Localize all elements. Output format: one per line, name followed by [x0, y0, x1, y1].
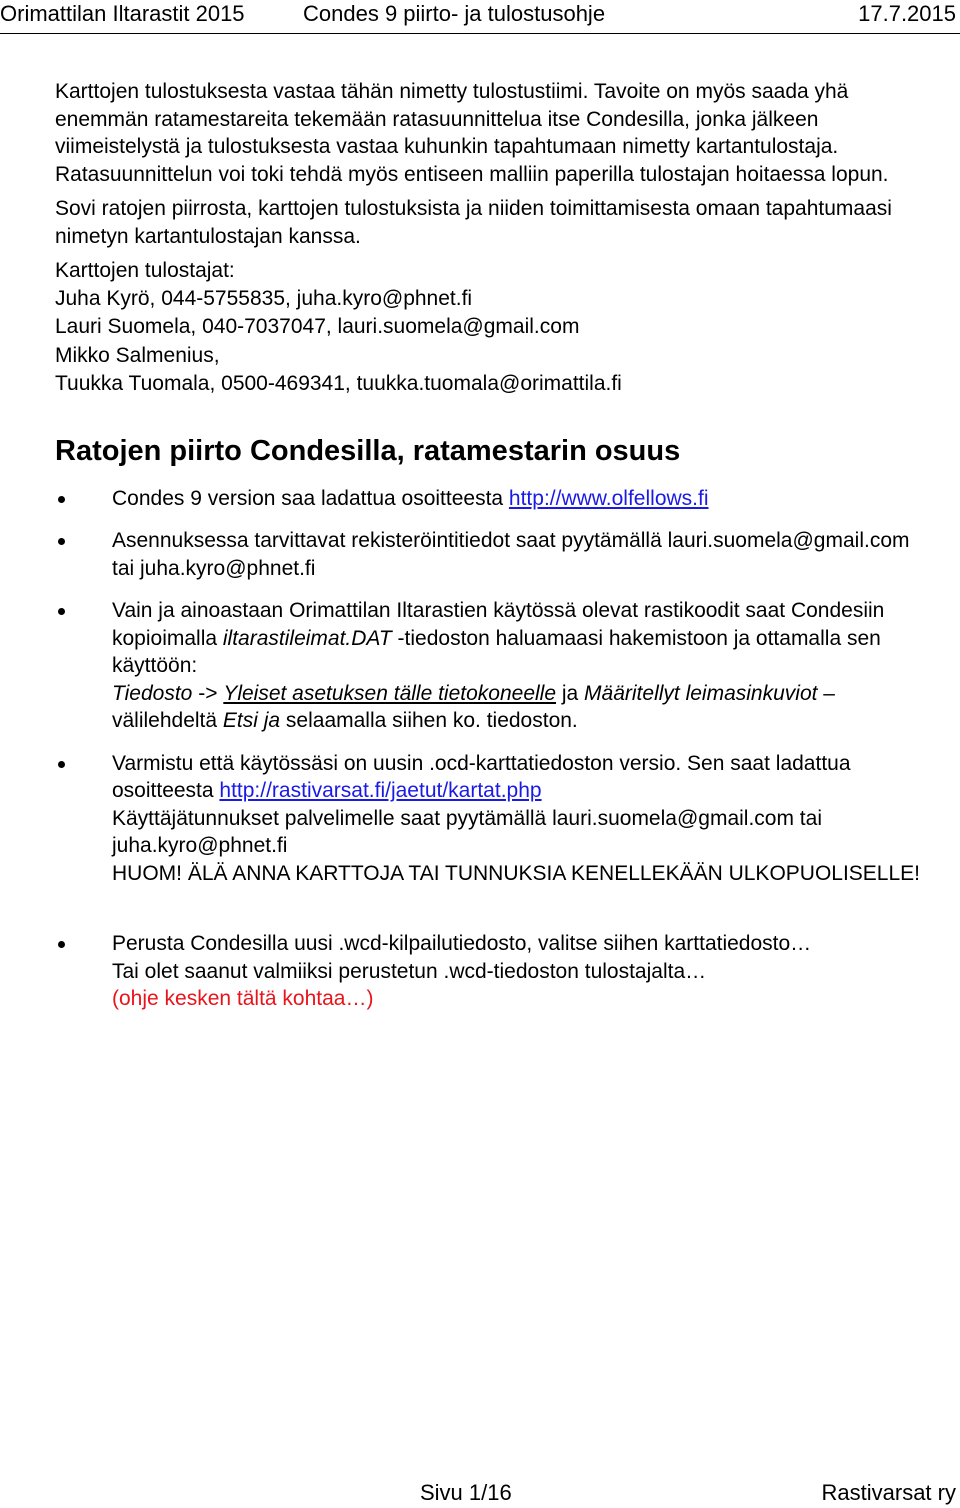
menu-arrow: -> [192, 681, 224, 705]
menu-defined-punch-patterns: Määritellyt leimasinkuviot [584, 681, 818, 705]
registration-text: Asennuksessa tarvittavat rekisteröintitiedot saat pyytämällä lauri.suomela@gmail.com tai juha.kyro@phnet.fi [112, 529, 910, 580]
create-competition-text: Perusta Condesilla uusi .wcd-kilpailutiedosto, valitse siihen karttatiedosto… [112, 932, 812, 955]
page-header [0, 0, 960, 34]
page-content [55, 78, 935, 1028]
credentials-text: Käyttäjätunnukset palvelimelle saat pyytämällä lauri.suomela@gmail.com tai juha.kyro@phnet.fi [112, 806, 822, 857]
control-codes-text-3: selaamalla siihen ko. tiedoston. [280, 709, 578, 732]
unfinished-note: (ohje kesken tältä kohtaa…) [112, 987, 374, 1010]
contact-juha-kyro: Juha Kyrö, 044-5755835, juha.kyro@phnet.fi [55, 286, 473, 310]
contact-lauri-suomela: Lauri Suomela, 040-7037047, lauri.suomela@gmail.com [55, 315, 580, 338]
page-footer [0, 1480, 960, 1508]
bullet-icon [58, 496, 65, 503]
tab-label: välilehdeltä [112, 709, 223, 732]
dat-filename: iltarastileimat.DAT [222, 626, 392, 650]
rastivarsat-maps-link[interactable]: http://rastivarsat.fi/jaetut/kartat.php [219, 779, 542, 802]
list-item-create-competition [55, 930, 935, 1013]
ready-file-text: Tai olet saanut valmiiksi perustetun .wcd-tiedoston tulostajalta… [112, 959, 707, 983]
menu-etsi: Etsi ja [222, 709, 281, 732]
intro-paragraph: Karttojen tulostuksesta vastaa tähän nimetty tulostustiimi. Tavoite on myös saada yhä enemmän ratamestareita tekemään ratasuunnittelua itse Condesilla, jonka jälkeen viimeistelystä ja tulostuksesta vastaa kuhunkin tapahtumaan nimetty kartantulostaja. Ratasuunnittelun voi toki tehdä myös entiseen malliin paperilla tulostajan hoitaessa lopun. [55, 80, 889, 186]
menu-tiedosto: Tiedosto [112, 681, 193, 705]
bullet-icon [58, 761, 65, 768]
header-date: 17.7.2015 [858, 1, 956, 26]
contacts-title: Karttojen tulostajat: [55, 259, 235, 282]
header-divider [0, 33, 960, 34]
bullet-icon [58, 608, 65, 615]
list-item-control-codes [55, 597, 935, 735]
section-heading: Ratojen piirto Condesilla, ratamestarin osuus [55, 434, 681, 467]
menu-and: ja [556, 681, 585, 705]
bullet-icon [58, 941, 65, 948]
control-codes-text: Vain ja ainoastaan Orimattilan Iltarastien käytössä olevat rastikoodit saat Condesiin kopioimalla [112, 599, 885, 650]
menu-dash: – [817, 681, 835, 705]
control-codes-text-2: -tiedoston haluamaasi hakemistoon ja ottamalla sen käyttöön: [112, 626, 881, 677]
warning-text: HUOM! ÄLÄ ANNA KARTTOJA TAI TUNNUKSIA KENELLEKÄÄN ULKOPUOLISELLE! [112, 861, 921, 885]
instruction-list [55, 485, 935, 1013]
list-item-map-version [55, 750, 935, 888]
header-document-title: Condes 9 piirto- ja tulostusohje [303, 1, 606, 26]
intro-paragraph-coordination: Sovi ratojen piirrosta, karttojen tulostuksista ja niiden toimittamisesta omaan tapahtumaasi nimetyn kartantulostajan kanssa. [55, 197, 892, 248]
menu-general-settings: Yleiset asetuksen tälle tietokoneelle [223, 681, 557, 705]
contact-tuukka-tuomala: Tuukka Tuomala, 0500-469341, tuukka.tuomala@orimattila.fi [55, 372, 622, 395]
map-version-text: Varmistu että käytössäsi on uusin .ocd-karttatiedoston versio. Sen saat ladattua osoitteesta [112, 751, 851, 802]
olfellows-link[interactable]: http://www.olfellows.fi [508, 486, 709, 510]
header-organization: Orimattilan Iltarastit 2015 [0, 1, 245, 26]
page-number: Sivu 1/16 [420, 1480, 512, 1505]
download-text: Condes 9 version saa ladattua osoitteesta [112, 486, 509, 510]
footer-organization: Rastivarsat ry [821, 1480, 956, 1505]
list-item-registration [55, 527, 935, 582]
bullet-icon [58, 538, 65, 545]
contact-mikko-salmenius: Mikko Salmenius, [55, 343, 220, 367]
list-item-download [55, 485, 935, 513]
